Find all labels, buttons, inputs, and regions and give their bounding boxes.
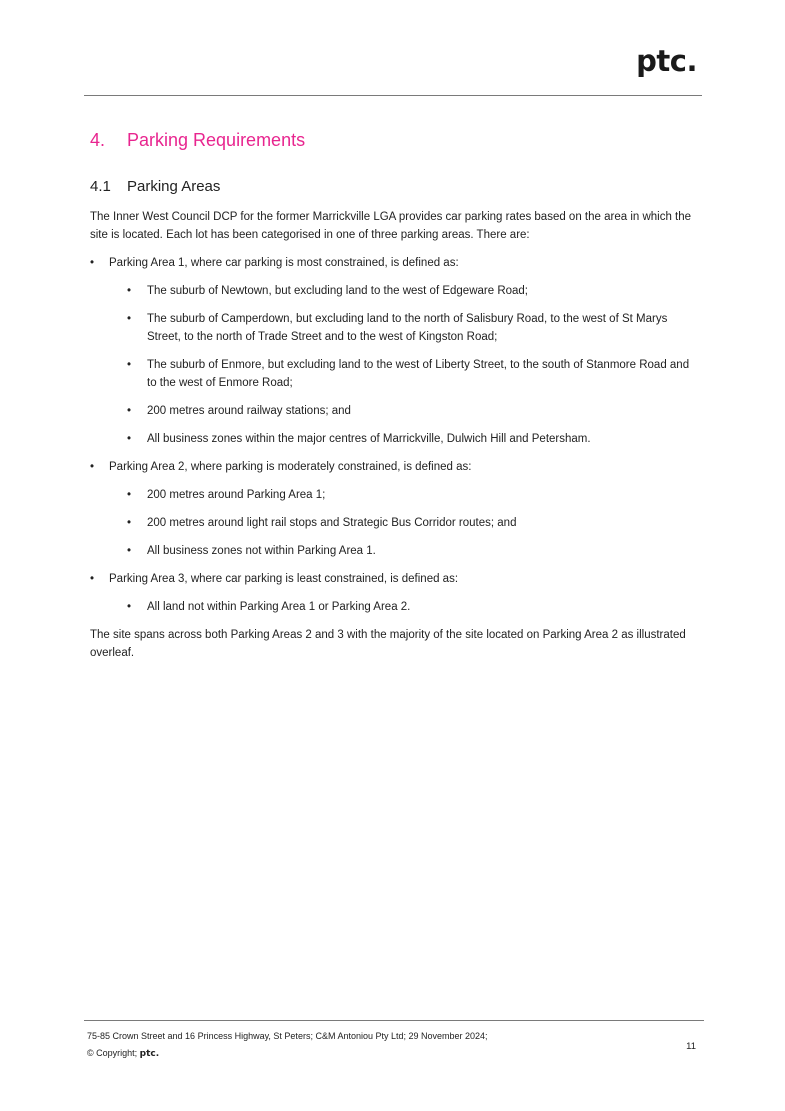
sublist-item	[127, 402, 698, 420]
bullet-icon: •	[127, 517, 132, 529]
parking-area-item	[90, 458, 698, 560]
bullet-icon: •	[127, 313, 132, 325]
parking-area-label: Parking Area 3, where car parking is least constrained, is defined as:	[109, 573, 459, 585]
subsection-number: 4.1	[90, 178, 111, 195]
bullet-icon: •	[127, 601, 132, 613]
parking-area-item	[90, 254, 698, 448]
ptc-logo: ptc.	[636, 44, 697, 78]
bullet-icon: •	[90, 461, 95, 473]
parking-area-sublist	[109, 486, 698, 560]
section-number: 4.	[90, 130, 106, 150]
sublist-item-text: All business zones not within Parking Area 1.	[147, 545, 376, 557]
section-heading	[90, 130, 305, 151]
parking-area-label: Parking Area 2, where parking is moderately constrained, is defined as:	[109, 461, 472, 473]
sublist-item-text: 200 metres around railway stations; and	[147, 405, 351, 417]
section-title: Parking Requirements	[127, 130, 306, 150]
body-content	[90, 208, 698, 672]
parking-area-item	[90, 570, 698, 616]
sublist-item	[127, 542, 698, 560]
header-divider	[84, 95, 702, 96]
parking-area-sublist	[109, 598, 698, 616]
parking-areas-list	[90, 254, 698, 616]
bullet-icon: •	[127, 433, 132, 445]
footer-copyright	[87, 1048, 159, 1059]
footer-project-line: 75-85 Crown Street and 16 Princess Highway, St Peters; C&M Antoniou Pty Ltd; 29 November 2024;	[87, 1031, 488, 1041]
sublist-item	[127, 282, 698, 300]
bullet-icon: •	[90, 573, 95, 585]
subsection-heading	[90, 178, 220, 195]
copyright-brand: ptc.	[139, 1049, 160, 1059]
parking-area-sublist	[109, 282, 698, 448]
footer-divider	[84, 1020, 704, 1021]
bullet-icon: •	[127, 285, 132, 297]
bullet-icon: •	[90, 257, 95, 269]
sublist-item	[127, 514, 698, 532]
copyright-text: © Copyright;	[87, 1048, 140, 1058]
sublist-item-text: The suburb of Newtown, but excluding land to the west of Edgeware Road;	[147, 285, 529, 297]
subsection-title: Parking Areas	[127, 178, 221, 195]
sublist-item-text: All business zones within the major centres of Marrickville, Dulwich Hill and Petersham.	[147, 433, 591, 445]
sublist-item	[127, 486, 698, 504]
sublist-item-text: The suburb of Enmore, but excluding land to the west of Liberty Street, to the south of Stanmore Road and to the west of Enmore Road;	[147, 359, 690, 389]
sublist-item	[127, 356, 698, 392]
parking-area-label: Parking Area 1, where car parking is most constrained, is defined as:	[109, 257, 459, 269]
bullet-icon: •	[127, 405, 132, 417]
sublist-item-text: All land not within Parking Area 1 or Parking Area 2.	[147, 601, 411, 613]
sublist-item	[127, 598, 698, 616]
closing-paragraph: The site spans across both Parking Areas 2 and 3 with the majority of the site located on Parking Area 2 as illustrated overleaf.	[90, 629, 686, 659]
bullet-icon: •	[127, 359, 132, 371]
sublist-item-text: The suburb of Camperdown, but excluding land to the north of Salisbury Road, to the west of St Marys Street, to the north of Trade Street and to the west of Kingston Road;	[147, 313, 668, 343]
intro-paragraph: The Inner West Council DCP for the former Marrickville LGA provides car parking rates based on the area in which the site is located. Each lot has been categorised in one of three parking areas. There are:	[90, 211, 692, 241]
sublist-item-text: 200 metres around light rail stops and Strategic Bus Corridor routes; and	[147, 517, 517, 529]
page-number: 11	[686, 1041, 696, 1052]
bullet-icon: •	[127, 489, 132, 501]
sublist-item	[127, 310, 698, 346]
bullet-icon: •	[127, 545, 132, 557]
sublist-item-text: 200 metres around Parking Area 1;	[147, 489, 326, 501]
sublist-item	[127, 430, 698, 448]
